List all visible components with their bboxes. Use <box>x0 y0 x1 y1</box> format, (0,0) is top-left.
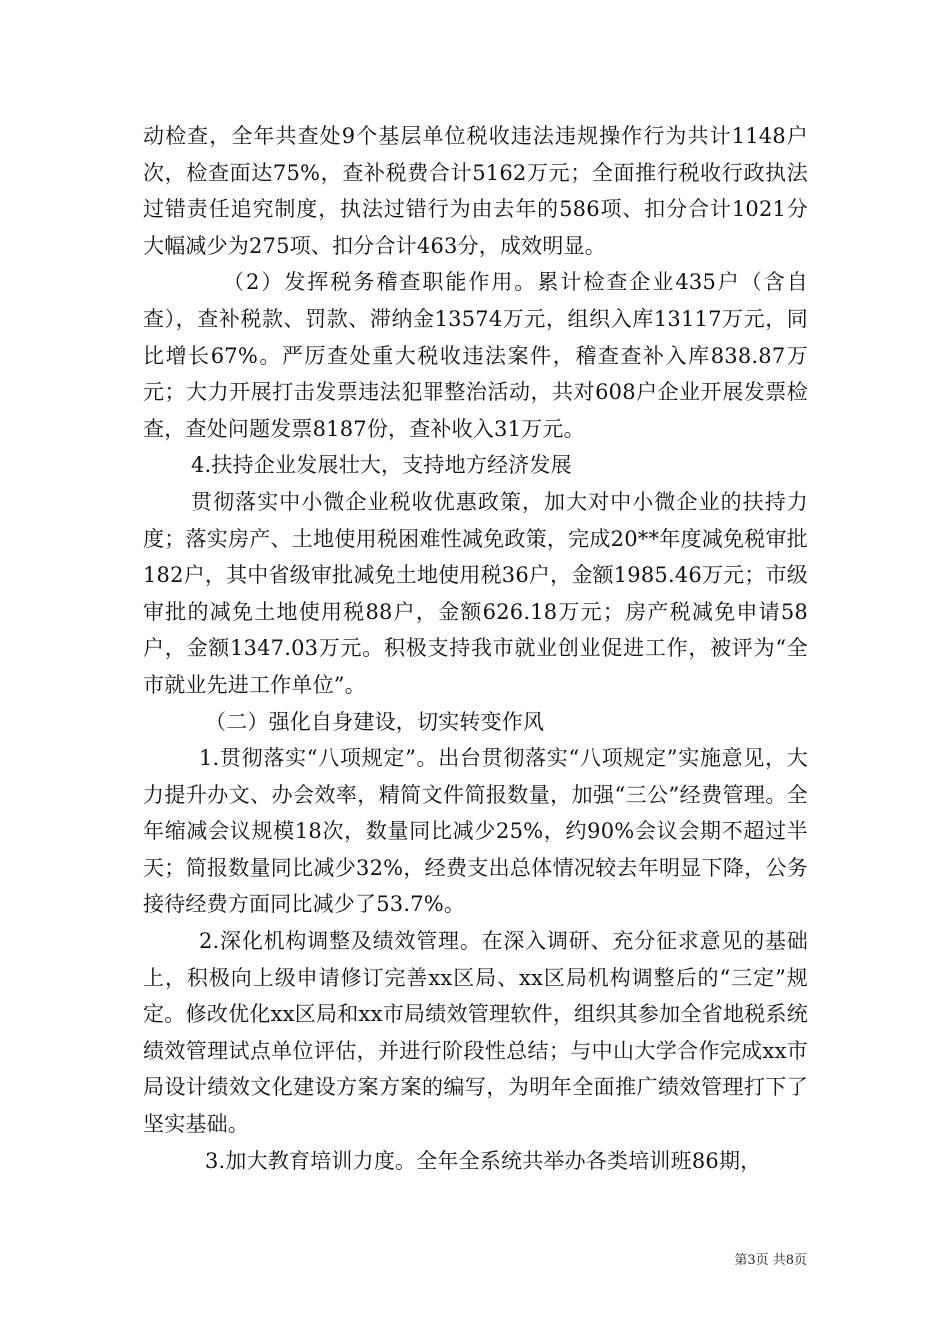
document-body <box>143 118 808 1179</box>
paragraph-eight-regulations: 1.贯彻落实“八项规定”。出台贯彻落实“八项规定”实施意见，大力提升办文、办会效率，精简文件简报数量，加强“三公”经费管理。全年缩减会议规模18次，数量同比减少25%，约90%会议会期不超过半天；简报数量同比减少32%，经费支出总体情况较去年明显下降，公务接待经费方面同比减少了53.7%。 <box>143 746 808 917</box>
paragraph-audit-function: （2）发挥税务稽查职能作用。累计检查企业435户（含自查），查补税款、罚款、滞纳金13574万元，组织入库13117万元，同比增长67%。严厉查处重大税收违法案件，稽查查补入库838.87万元；大力开展打击发票违法犯罪整治活动，共对608户企业开展发票检查，查处问题发票8187份，查补收入31万元。 <box>143 270 808 441</box>
paragraph-tax-preferential-policy: 贯彻落实中小微企业税收优惠政策，加大对中小微企业的扶持力度；落实房产、土地使用税困难性减免政策，完成20**年度减免税审批182户，其中省级审批减免土地使用税36户，金额1985.46万元；市级审批的减免土地使用税88户，金额626.18万元；房产税减免申请58户，金额1347.03万元。积极支持我市就业创业促进工作，被评为“全市就业先进工作单位”。 <box>143 489 808 697</box>
paragraph-performance-management: 2.深化机构调整及绩效管理。在深入调研、充分征求意见的基础上，积极向上级申请修订完善xx区局、xx区局机构调整后的“三定”规定。修改优化xx区局和xx市局绩效管理软件，组织其参加全省地税系统绩效管理试点单位评估，并进行阶段性总结；与中山大学合作完成xx市局设计绩效文化建设方案方案的编写，为明年全面推广绩效管理打下了坚实基础。 <box>143 929 808 1137</box>
paragraph-inspection-results: 动检查，全年共查处9个基层单位税收违法违规操作行为共计1148户次，检查面达75%，查补税费合计5162万元；全面推行税收行政执法过错责任追究制度，执法过错行为由去年的586项、扣分合计1021分大幅减少为275项、扣分合计463分，成效明显。 <box>143 124 808 258</box>
page-number-footer: 第3页 共8页 <box>734 1253 807 1268</box>
paragraph-education-training: 3.加大教育培训力度。全年全系统共举办各类培训班86期， <box>205 1148 762 1173</box>
section-heading-self-construction: （二）强化自身建设，切实转变作风 <box>205 709 545 734</box>
section-heading-enterprise-support: 4.扶持企业发展壮大，支持地方经济发展 <box>191 453 572 478</box>
